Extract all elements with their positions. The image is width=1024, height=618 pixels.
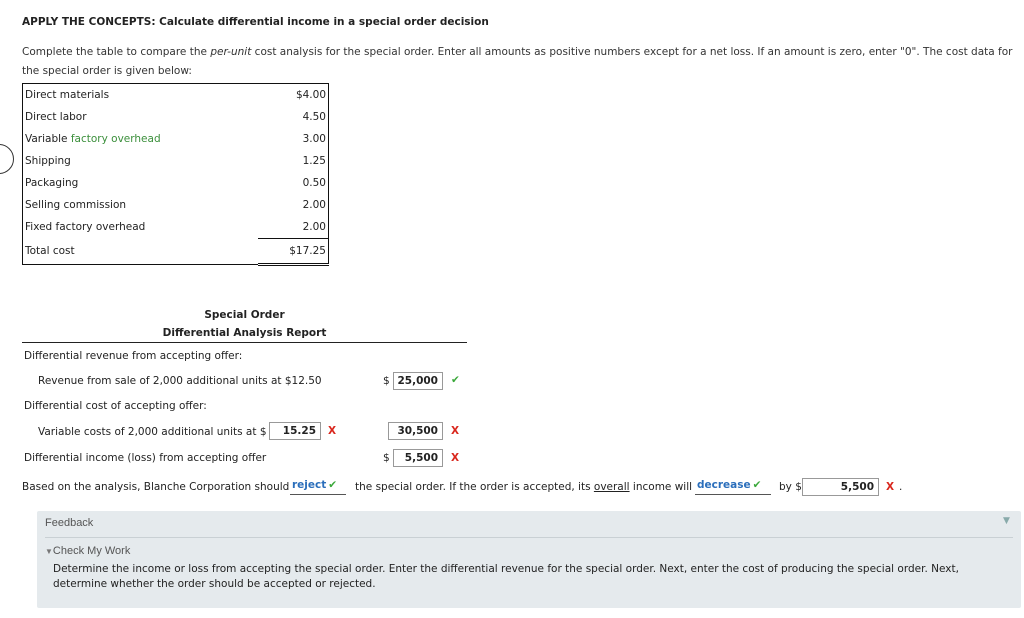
revenue-line-label: Revenue from sale of 2,000 additional units at $12.50 xyxy=(38,375,322,387)
direction-select-value: decrease xyxy=(697,479,751,491)
check-my-work-toggle[interactable] xyxy=(45,545,130,557)
revenue-heading: Differential revenue from accepting offer: xyxy=(24,350,243,362)
feedback-text: Determine the income or loss from accepting the special order. Enter the differential revenue for the special order. Next, enter the cost of producing the special order. Next, determine whether the order should be accepted or rejected. xyxy=(53,563,959,590)
intro-text-1: Complete the table to compare the xyxy=(22,46,211,58)
report-title xyxy=(22,306,467,342)
triangle-down-icon: ▼ xyxy=(45,547,53,556)
income-change-input[interactable]: 5,500 xyxy=(802,478,879,496)
report-title-line-1: Special Order xyxy=(204,309,285,321)
differential-income-input[interactable]: 5,500 xyxy=(393,449,443,467)
incorrect-x-icon: X xyxy=(886,481,895,493)
total-label: Total cost xyxy=(25,245,75,258)
row-label: Selling commission xyxy=(25,199,127,211)
conclusion-text-2 xyxy=(355,481,692,493)
total-amount: $17.25 xyxy=(258,239,329,265)
correct-check-icon: ✔ xyxy=(328,479,338,491)
row-label: Direct materials xyxy=(25,89,110,101)
correct-check-icon: ✔ xyxy=(451,374,460,386)
row-amount: 1.25 xyxy=(302,155,326,167)
table-row xyxy=(23,216,329,239)
total-row xyxy=(23,239,329,265)
row-amount: 2.00 xyxy=(302,221,326,233)
intro-text-2: cost analysis for the special order. Enter all amounts as positive numbers except for a net loss. If an amount is zero, enter "0". The cost data for the special order is given below: xyxy=(22,46,1013,77)
row-amount: 2.00 xyxy=(302,199,326,211)
incorrect-x-icon: X xyxy=(451,452,460,464)
row-label: Packaging xyxy=(25,177,79,189)
feedback-divider xyxy=(45,537,1013,538)
feedback-panel xyxy=(37,511,1021,608)
row-amount: 3.00 xyxy=(302,133,326,145)
instructions xyxy=(22,43,1017,81)
revenue-input[interactable]: 25,000 xyxy=(393,372,443,390)
row-amount: 0.50 xyxy=(302,177,326,189)
check-my-work-label: Check My Work xyxy=(52,545,131,557)
collapse-arrow-icon[interactable]: ▼ xyxy=(1003,516,1010,526)
cost-data-table xyxy=(22,83,329,266)
intro-emphasis: per-unit xyxy=(210,46,252,58)
dollar-sign: $ xyxy=(383,452,390,464)
feedback-label: Feedback xyxy=(45,517,94,529)
row-label: Shipping xyxy=(25,155,71,167)
row-label: Fixed factory overhead xyxy=(25,221,146,234)
by-dollar-text: by $ xyxy=(779,481,802,493)
dollar-sign: $ xyxy=(383,375,390,387)
row-label: Direct labor xyxy=(25,111,87,123)
variable-cost-per-unit-input[interactable]: 15.25 xyxy=(269,422,321,440)
cost-heading: Differential cost of accepting offer: xyxy=(24,400,207,412)
table-row xyxy=(23,106,329,128)
income-line-label: Differential income (loss) from accepting offer xyxy=(24,452,267,464)
overall-underlined: overall xyxy=(593,481,630,493)
row-label xyxy=(23,128,259,150)
variable-cost-label: Variable costs of 2,000 additional units at $ xyxy=(38,426,267,438)
incorrect-x-icon: X xyxy=(328,425,337,437)
report-title-line-2: Differential Analysis Report xyxy=(162,327,327,339)
report-divider xyxy=(22,342,467,343)
decision-select[interactable] xyxy=(290,479,346,495)
variable-cost-total-input[interactable]: 30,500 xyxy=(388,422,443,440)
glossary-link-factory-overhead[interactable]: factory overhead xyxy=(70,133,161,145)
incorrect-x-icon: X xyxy=(451,425,460,437)
table-row xyxy=(23,172,329,194)
row-amount: 4.50 xyxy=(302,111,326,123)
table-row xyxy=(23,150,329,172)
conclusion-text-1: Based on the analysis, Blanche Corporation should xyxy=(22,481,290,493)
table-row xyxy=(23,128,329,150)
correct-check-icon: ✔ xyxy=(752,479,762,491)
decision-select-value: reject xyxy=(292,479,327,491)
direction-select[interactable] xyxy=(695,479,771,495)
row-label-text: Variable xyxy=(25,133,71,145)
row-amount: $4.00 xyxy=(295,89,326,101)
table-row xyxy=(23,84,329,107)
circle-marker xyxy=(0,144,14,174)
table-row xyxy=(23,194,329,216)
page-title: APPLY THE CONCEPTS: Calculate differential income in a special order decision xyxy=(22,16,489,28)
sentence-period: . xyxy=(899,481,903,493)
conclusion-mid2-text: income will xyxy=(632,481,693,493)
conclusion-mid-text: the special order. If the order is accepted, its xyxy=(355,481,591,493)
